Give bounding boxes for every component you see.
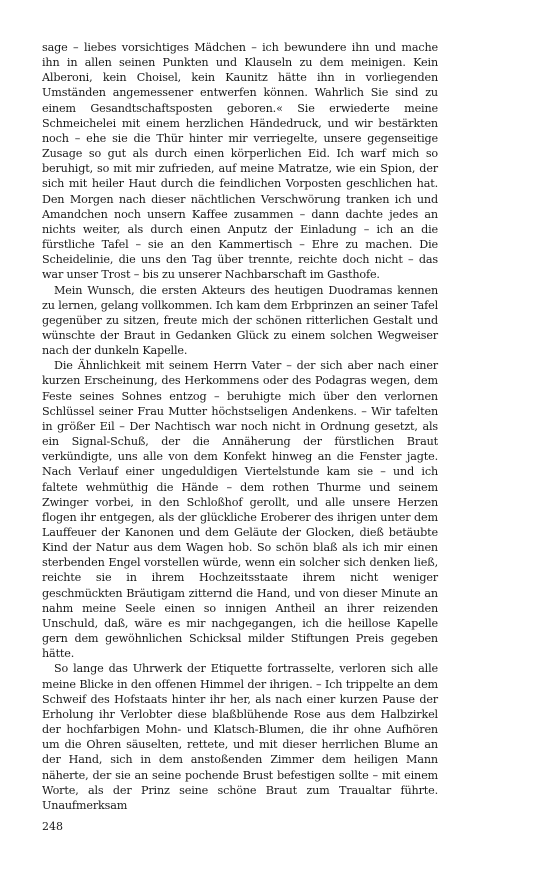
paragraph-4: So lange das Uhrwerk der Etiquette fortrasselte, verloren sich alle meine Blicke in den offenen Himmel der ihrigen. – Ich trippelte an dem Schweif des Hofstaats hinter ihr her, als nach einer kurzen Pause der Erholung ihr Verlobter diese blaßblühende Rose aus dem Halbzirkel der hochfarbigen Mohn- und Klatsch-Blumen, die ihr ohne Aufhören um die Ohren säuselten, rettete, und mit dieser herrlichen Blume an der Hand, sich in dem anstoßenden Zimmer dem heiligen Mann näherte, der sie an seine pochende Brust befestigen sollte – mit einem Worte, als der Prinz seine schöne Braut zum Traualtar führte. Unaufmerksam xyxy=(42,662,438,812)
page-body xyxy=(42,40,438,813)
paragraph-2: Mein Wunsch, die ersten Akteurs des heutigen Duodramas kennen zu lernen, gelang vollkommen. Ich kam dem Erbprinzen an seiner Tafel gegenüber zu sitzen, freute mich der schönen ritterlichen Gestalt und wünschte der Braut in Gedanken Glück zu einem solchen Wegweiser nach der dunkeln Kapelle. xyxy=(42,283,438,358)
paragraph-1: sage – liebes vorsichtiges Mädchen – ich bewundere ihn und mache ihn in allen seinen Punkten und Klauseln zu dem meinigen. Kein Alberoni, kein Choisel, kein Kaunitz hätte ihn in vorliegenden Umständen angemessener entwerfen können. Wahrlich Sie sind zu einem Gesandtschaftsposten geboren.« Sie erwiederte meine Schmeichelei mit einem herzlichen Händedruck, und wir bestärkten noch – ehe sie die Thür hinter mir verriegelte, unsere gegenseitige Zusage so gut als durch einen körperlichen Eid. Ich warf mich so beruhigt, so mit mir zufrieden, auf meine Matratze, wie ein Spion, der sich mit heiler Haut durch die feindlichen Vorposten geschlichen hat. Den Morgen nach dieser nächtlichen Verschwörung tranken ich und Amandchen noch unsern Kaffee zusammen – dann dachte jedes an nichts weiter, als durch einen Anputz der Einladung – ich an die fürstliche Tafel – sie an den Kammertisch – Ehre zu machen. Die Scheidelinie, die uns den Tag über trennte, reichte doch nicht – das war unser Trost – bis zu unserer Nachbarschaft im Gasthofe. xyxy=(42,41,438,282)
paragraph-3: Die Ähnlichkeit mit seinem Herrn Vater – der sich aber nach einer kurzen Erscheinung, des Herkommens oder des Podagras wegen, dem Feste seines Sohnes entzog – beruhigte mich über den verlornen Schlüssel seiner Frau Mutter höchstseligen Andenkens. – Wir tafelten in größer Eil – Der Nachtisch war noch nicht in Ordnung gesetzt, als ein Signal-Schuß, der die Annäherung der fürstlichen Braut verkündigte, uns alle von dem Konfekt hinweg an die Fenster jagte. Nach Verlauf einer ungeduldigen Viertelstunde kam sie – und ich faltete wehmüthig die Hände – dem rothen Thurme und seinem Zwinger vorbei, in den Schloßhof gerollt, und alle unsere Herzen flogen ihr entgegen, als der glückliche Eroberer des ihrigen unter dem Lauffeuer der Kanonen und dem Geläute der Glocken, dieß betäubte Kind der Natur aus dem Wagen hob. So schön blaß als ich mir einen sterbenden Engel vorstellen würde, wenn ein solcher sich denken ließ, reichte sie in ihrem Hochzeitsstaate ihrem nicht weniger geschmückten Bräutigam zitternd die Hand, und von dieser Minute an nahm meine Seele einen so innigen Antheil an ihrer reizenden Unschuld, daß, wäre es mir nachgegangen, ich die heillose Kapelle gern dem gewöhnlichen Schicksal milder Stiftungen Preis gegeben hätte. xyxy=(42,359,438,661)
page-number: 248 xyxy=(42,820,63,833)
